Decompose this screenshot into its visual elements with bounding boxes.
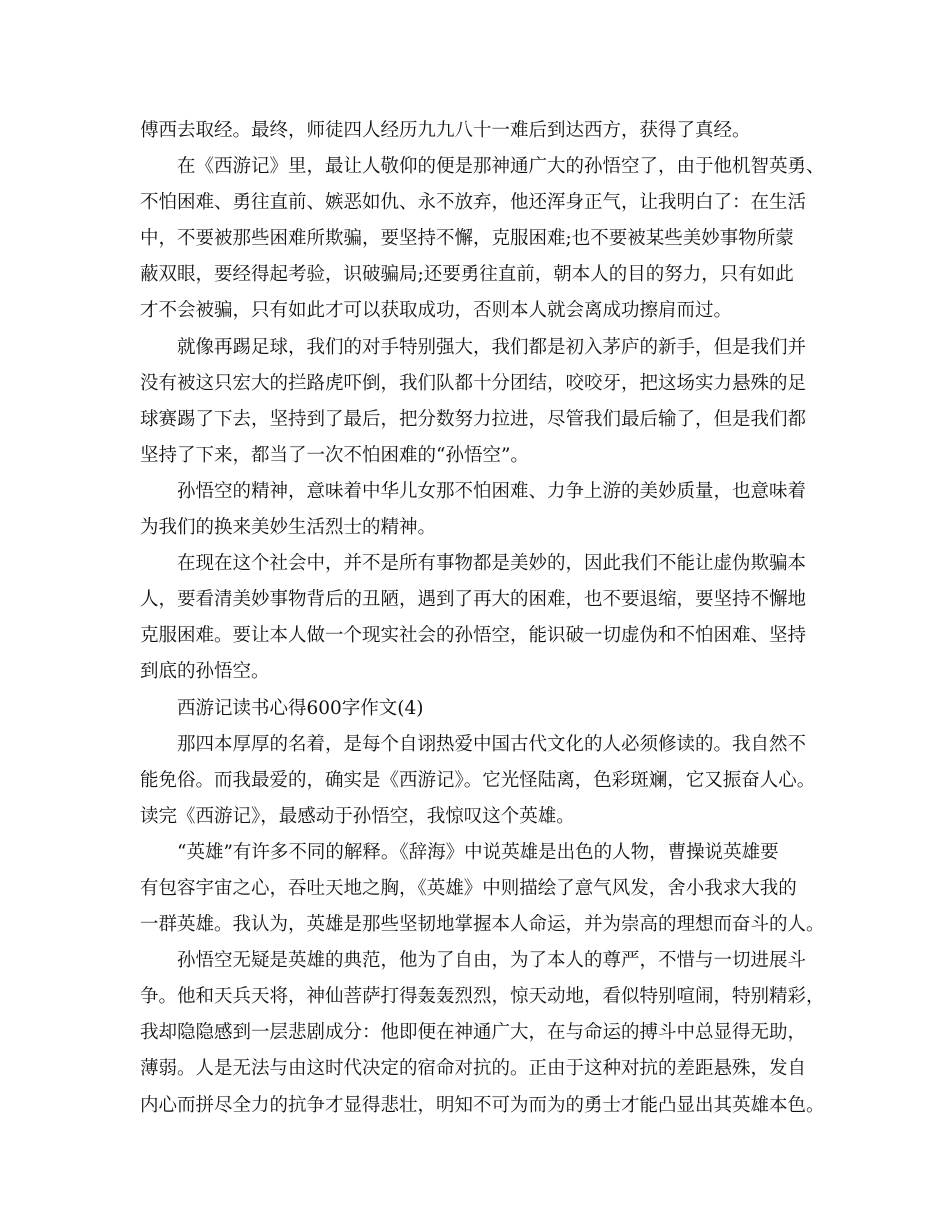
section-heading: 西游记读书心得600字作文(4) bbox=[177, 697, 424, 719]
text-line: 有包容宇宙之心，吞吐天地之胸，《英雄》中则描绘了意气风发，舍小我求大我的 bbox=[140, 877, 797, 899]
text-line: 在《西游记》里，最让人敬仰的便是那神通广大的孙悟空了，由于他机智英勇、 bbox=[177, 156, 825, 178]
text-line: 中，不要被那些困难所欺骗，要坚持不懈，克服困难;也不要被某些美妙事物所蒙 bbox=[140, 228, 794, 250]
text-line: 蔽双眼，要经得起考验，识破骗局;还要勇往直前，朝本人的目的努力，只有如此 bbox=[140, 264, 794, 286]
text-line: 在现在这个社会中，并不是所有事物都是美妙的，因此我们不能让虚伪欺骗本 bbox=[177, 553, 807, 575]
text-line: 才不会被骗，只有如此才可以获取成功，否则本人就会离成功擦肩而过。 bbox=[140, 300, 733, 322]
text-line: 读完《西游记》，最感动于孙悟空，我惊叹这个英雄。 bbox=[140, 805, 575, 827]
text-line: 坚持了下来，都当了一次不怕困难的“孙悟空”。 bbox=[140, 444, 529, 466]
text-line: 能免俗。而我最爱的，确实是《西游记》。它光怪陆离，色彩斑斓，它又振奋人心。 bbox=[140, 769, 816, 791]
text-line: 孙悟空的精神，意味着中华儿女那不怕困难、力争上游的美妙质量，也意味着 bbox=[177, 480, 807, 502]
text-line: 我却隐隐感到一层悲剧成分：他即便在神通广大，在与命运的搏斗中总显得无助， bbox=[140, 1022, 807, 1044]
text-line: 人，要看清美妙事物背后的丑陋，遇到了再大的困难，也不要退缩，要坚持不懈地 bbox=[140, 589, 807, 611]
text-line: 到底的孙悟空。 bbox=[140, 661, 270, 683]
text-line: 孙悟空无疑是英雄的典范，他为了自由，为了本人的尊严，不惜与一切进展斗 bbox=[177, 950, 807, 972]
document-body bbox=[140, 113, 830, 1124]
text-line: 球赛踢了下去，坚持到了最后，把分数努力拉进，尽管我们最后输了，但是我们都 bbox=[140, 408, 807, 430]
text-line: 为我们的换来美妙生活烈士的精神。 bbox=[140, 517, 437, 539]
text-line: 克服困难。要让本人做一个现实社会的孙悟空，能识破一切虚伪和不怕困难、坚持 bbox=[140, 625, 807, 647]
text-line: 薄弱。人是无法与由这时代决定的宿命对抗的。正由于这种对抗的差距悬殊，发自 bbox=[140, 1058, 807, 1080]
text-line: 没有被这只宏大的拦路虎吓倒，我们队都十分团结，咬咬牙，把这场实力悬殊的足 bbox=[140, 372, 807, 394]
text-line: 傅西去取经。最终，师徒四人经历九九八十一难后到达西方，获得了真经。 bbox=[140, 120, 751, 141]
text-line: 争。他和天兵天将，神仙菩萨打得轰轰烈烈，惊天动地，看似特别喧闹，特别精彩， bbox=[140, 986, 825, 1008]
text-line: 那四本厚厚的名着，是每个自诩热爱中国古代文化的人必须修读的。我自然不 bbox=[177, 733, 807, 755]
text-line: “英雄”有许多不同的解释。《辞海》中说英雄是出色的人物，曹操说英雄要 bbox=[177, 841, 779, 863]
text-line: 内心而拼尽全力的抗争才显得悲壮，明知不可为而为的勇士才能凸显出其英雄本色。 bbox=[140, 1094, 825, 1116]
text-line: 不怕困难、勇往直前、嫉恶如仇、永不放弃，他还浑身正气，让我明白了：在生活 bbox=[140, 192, 807, 214]
text-line: 一群英雄。我认为，英雄是那些坚韧地掌握本人命运，并为崇高的理想而奋斗的人。 bbox=[140, 914, 825, 936]
text-line: 就像再踢足球，我们的对手特别强大，我们都是初入茅庐的新手，但是我们并 bbox=[177, 336, 807, 358]
